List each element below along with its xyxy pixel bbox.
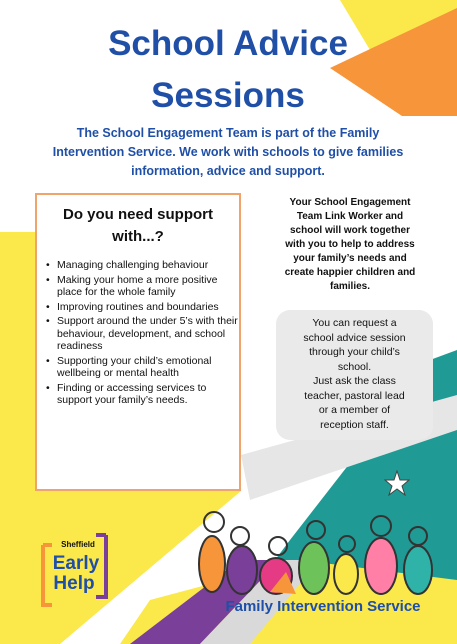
list-item: • Support around the under 5’s with their behaviour, development, and school readiness (46, 315, 241, 353)
link-worker-line: with you to help to address (285, 239, 415, 250)
list-item: • Finding or accessing services to support your family’s needs. (46, 382, 241, 407)
bubble-line: reception staff. (320, 418, 389, 431)
speech-bubble-text (284, 316, 425, 432)
list-item: • Making your home a more positive place for the whole family (46, 274, 241, 299)
bubble-line: Just ask the class (313, 375, 396, 387)
page-title-line-1: School Advice (108, 24, 348, 63)
link-worker-line: school will work together (289, 225, 410, 236)
logo-sheffield: Sheffield (61, 540, 95, 549)
bubble-line: school. (337, 360, 372, 373)
page-title-line-2: Sessions (151, 76, 305, 115)
family-figures-illustration (196, 502, 446, 598)
support-heading-line: Do you need support (63, 206, 213, 223)
bubble-line: You can request a (312, 317, 397, 329)
footer-service-name: Family Intervention Service (225, 598, 421, 615)
link-worker-line: families. (329, 281, 371, 292)
bubble-line: or a member of (318, 404, 391, 416)
list-item: • Improving routines and boundaries (46, 301, 241, 314)
intro-line: The School Engagement Team is part of the Family (76, 126, 380, 140)
link-worker-line: Team Link Worker and (296, 211, 404, 222)
intro-paragraph (28, 124, 428, 181)
support-list (46, 259, 241, 409)
bubble-line: through your child’s (309, 346, 400, 358)
sheffield-early-help-logo (40, 527, 110, 609)
link-worker-line: Your School Engagement (289, 197, 411, 208)
speech-bubble (276, 310, 433, 440)
link-worker-line: your family’s needs and (293, 253, 407, 264)
logo-early: Early (52, 553, 100, 574)
list-item: • Supporting your child’s emotional wellbeing or mental health (46, 355, 241, 380)
intro-line: information, advice and support. (131, 164, 325, 178)
support-box (35, 193, 241, 491)
logo-help: Help (53, 573, 95, 594)
support-heading-line: with...? (112, 228, 164, 245)
star-icon (384, 470, 410, 496)
list-item: • Managing challenging behaviour (46, 259, 241, 272)
bubble-line: school advice session (303, 331, 406, 344)
support-heading (37, 204, 239, 248)
intro-line: Intervention Service. We work with schools to give families (52, 145, 404, 159)
bubble-line: teacher, pastoral lead (304, 389, 405, 402)
link-worker-line: create happier children and (284, 267, 416, 278)
link-worker-text (262, 196, 438, 294)
